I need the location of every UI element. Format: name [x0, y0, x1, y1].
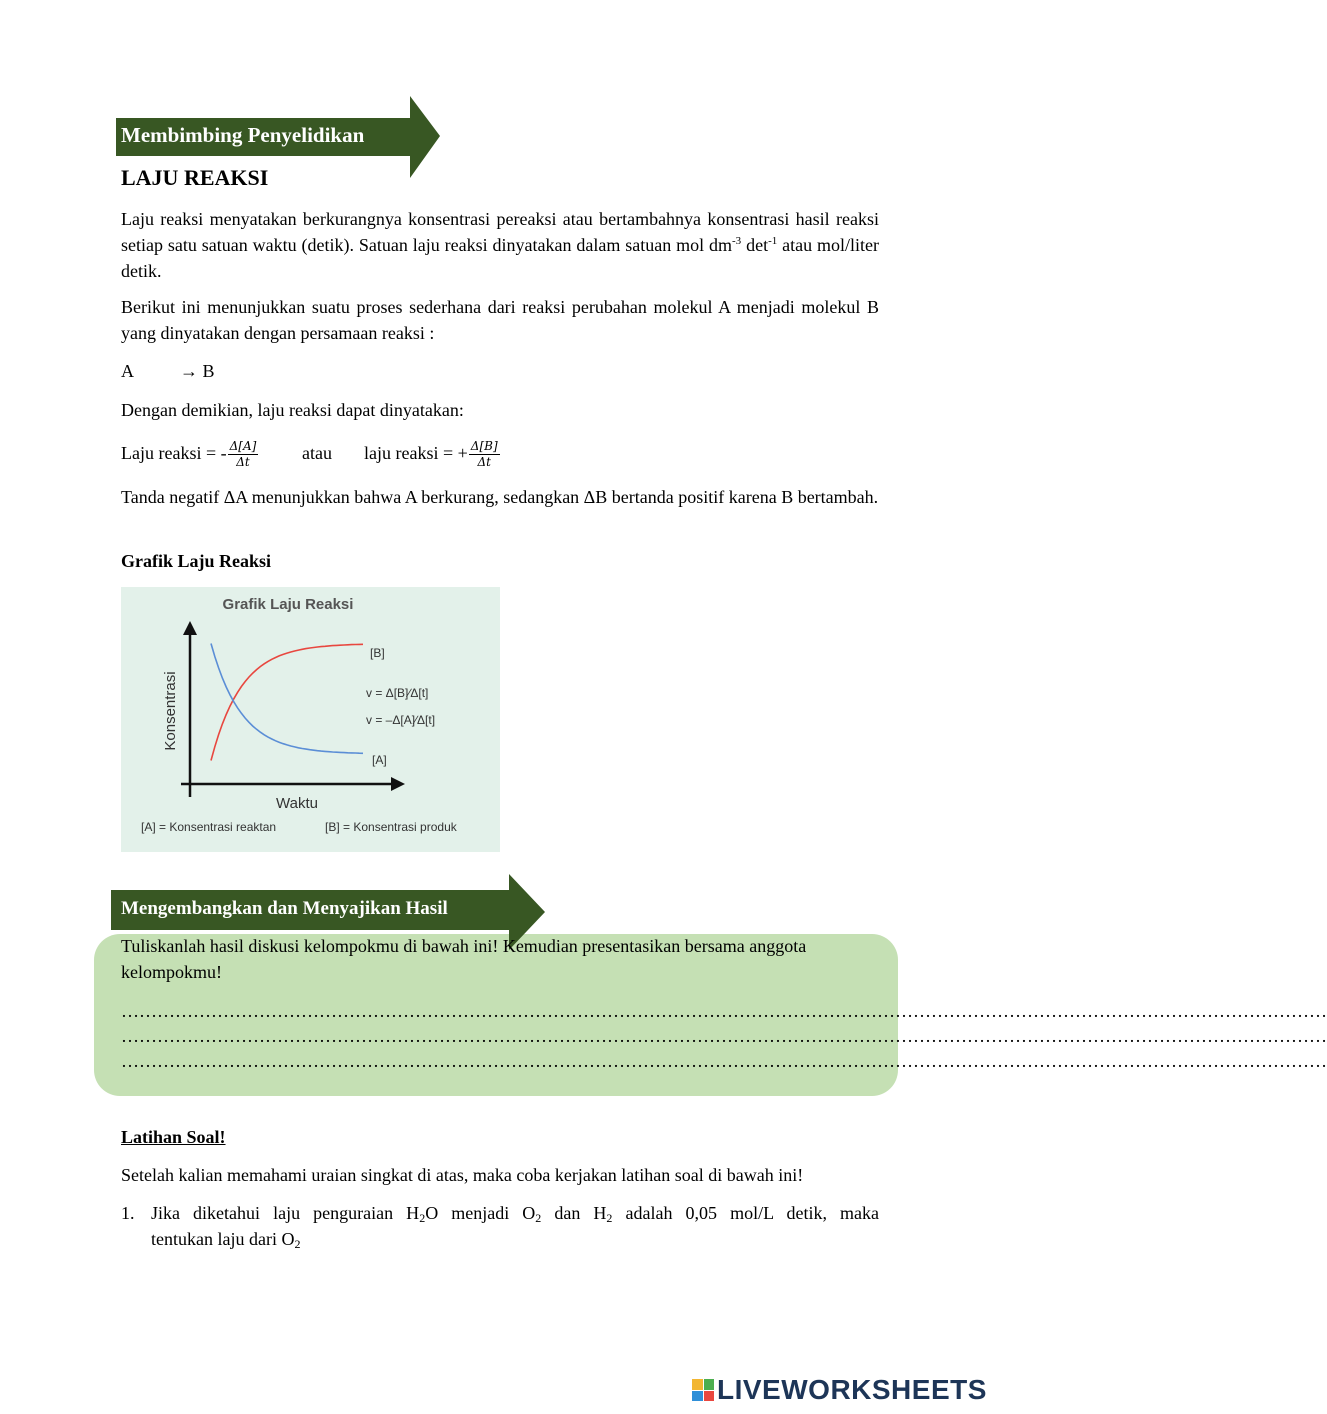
- question-1-line-1: [151, 1200, 879, 1226]
- curve-b-label: [B]: [370, 646, 385, 660]
- equation-b: v = Δ[B]∕Δ[t]: [366, 686, 429, 700]
- banner-label: Membimbing Penyelidikan: [121, 123, 365, 147]
- equation-a: v = –Δ[A]∕Δ[t]: [366, 713, 436, 727]
- atau-word: atau: [302, 443, 332, 463]
- page-title: LAJU REAKSI: [121, 165, 269, 190]
- question-1-line-2: [151, 1226, 300, 1252]
- fraction-denominator: Δt: [236, 455, 250, 470]
- exercise-heading: Latihan Soal!: [121, 1127, 226, 1147]
- rate-formula-b: [364, 436, 501, 470]
- rate-label-a: Laju reaksi = -: [121, 443, 227, 463]
- exercise-intro: Setelah kalian memahami uraian singkat di atas, maka coba kerjakan latihan soal di bawah ini!: [121, 1165, 804, 1185]
- task-instruction: Tuliskanlah hasil diskusi kelompokmu di bawah ini! Kemudian presentasikan bersama anggota kelompokmu!: [121, 936, 807, 982]
- answer-line-1[interactable]: …………………………………………………………………………………………………………………………………………………………………………………: [121, 1001, 1327, 1021]
- question-text: Jika diketahui laju penguraian H: [151, 1203, 420, 1223]
- legend-product: [B] = Konsentrasi produk: [325, 820, 457, 834]
- intro-paragraph-2: Berikut ini menunjukkan suatu proses sederhana dari reaksi perubahan molekul A menjadi molekul B yang dinyatakan dengan persamaan reaksi :: [121, 297, 879, 343]
- y-axis-label: Konsentrasi: [162, 671, 179, 751]
- legend-reactant: [A] = Konsentrasi reaktan: [141, 820, 277, 834]
- reaction-rate-graph: [121, 587, 500, 852]
- unit-exponent: -1: [768, 235, 778, 247]
- fraction-numerator: Δ[A]: [229, 439, 257, 454]
- curve-a-label: [A]: [372, 753, 387, 767]
- question-text: dan H: [541, 1203, 607, 1223]
- fraction-numerator: Δ[B]: [470, 439, 498, 454]
- logo-icon: [692, 1379, 714, 1401]
- rate-intro: Dengan demikian, laju reaksi dapat dinyatakan:: [121, 400, 464, 420]
- subscript: 2: [535, 1211, 542, 1225]
- graph-title: Grafik Laju Reaksi: [222, 596, 354, 613]
- intro-text: Laju reaksi menyatakan berkurangnya konsentrasi pereaksi atau bertambahnya konsentrasi hasil reaksi setiap satu satuan waktu (detik). Satuan laju reaksi dinyatakan dalam satuan mol dm: [121, 209, 879, 255]
- banner-label: Mengembangkan dan Menyajikan Hasil: [121, 898, 448, 919]
- subscript: 2: [294, 1237, 301, 1251]
- question-text: adalah 0,05 mol/L detik, maka: [612, 1203, 879, 1223]
- question-number: 1.: [121, 1203, 135, 1223]
- logo-text: LIVEWORKSHEETS: [717, 1374, 987, 1405]
- fraction-a: [228, 439, 259, 470]
- graph-heading: Grafik Laju Reaksi: [121, 551, 272, 571]
- graph-canvas: [121, 587, 500, 852]
- intro-text: det: [741, 235, 769, 255]
- subscript: 2: [419, 1211, 426, 1225]
- intro-paragraph-1: [121, 206, 879, 284]
- question-text: tentukan laju dari O: [151, 1229, 295, 1249]
- reaction-reactant: A: [121, 361, 134, 381]
- fraction-denominator: Δt: [477, 455, 491, 470]
- intro-text: atau mol/liter detik.: [121, 235, 879, 281]
- unit-exponent: -3: [732, 235, 742, 247]
- x-axis-label: Waktu: [276, 795, 318, 812]
- reaction-product: → B: [180, 361, 215, 381]
- liveworksheets-logo: [692, 1373, 987, 1407]
- fraction-b: [469, 439, 500, 470]
- question-text: O menjadi O: [425, 1203, 536, 1223]
- sign-note: Tanda negatif ΔA menunjukkan bahwa A berkurang, sedangkan ΔB bertanda positif karena B bertambah.: [121, 487, 879, 507]
- answer-line-3[interactable]: …………………………………………………………………………………………………………………………………………………………………………………: [121, 1051, 1327, 1071]
- rate-label-b: laju reaksi = +: [364, 443, 468, 463]
- subscript: 2: [606, 1211, 613, 1225]
- answer-line-2[interactable]: …………………………………………………………………………………………………………………………………………………………………………………: [121, 1026, 1327, 1046]
- rate-formula-a: [121, 436, 259, 470]
